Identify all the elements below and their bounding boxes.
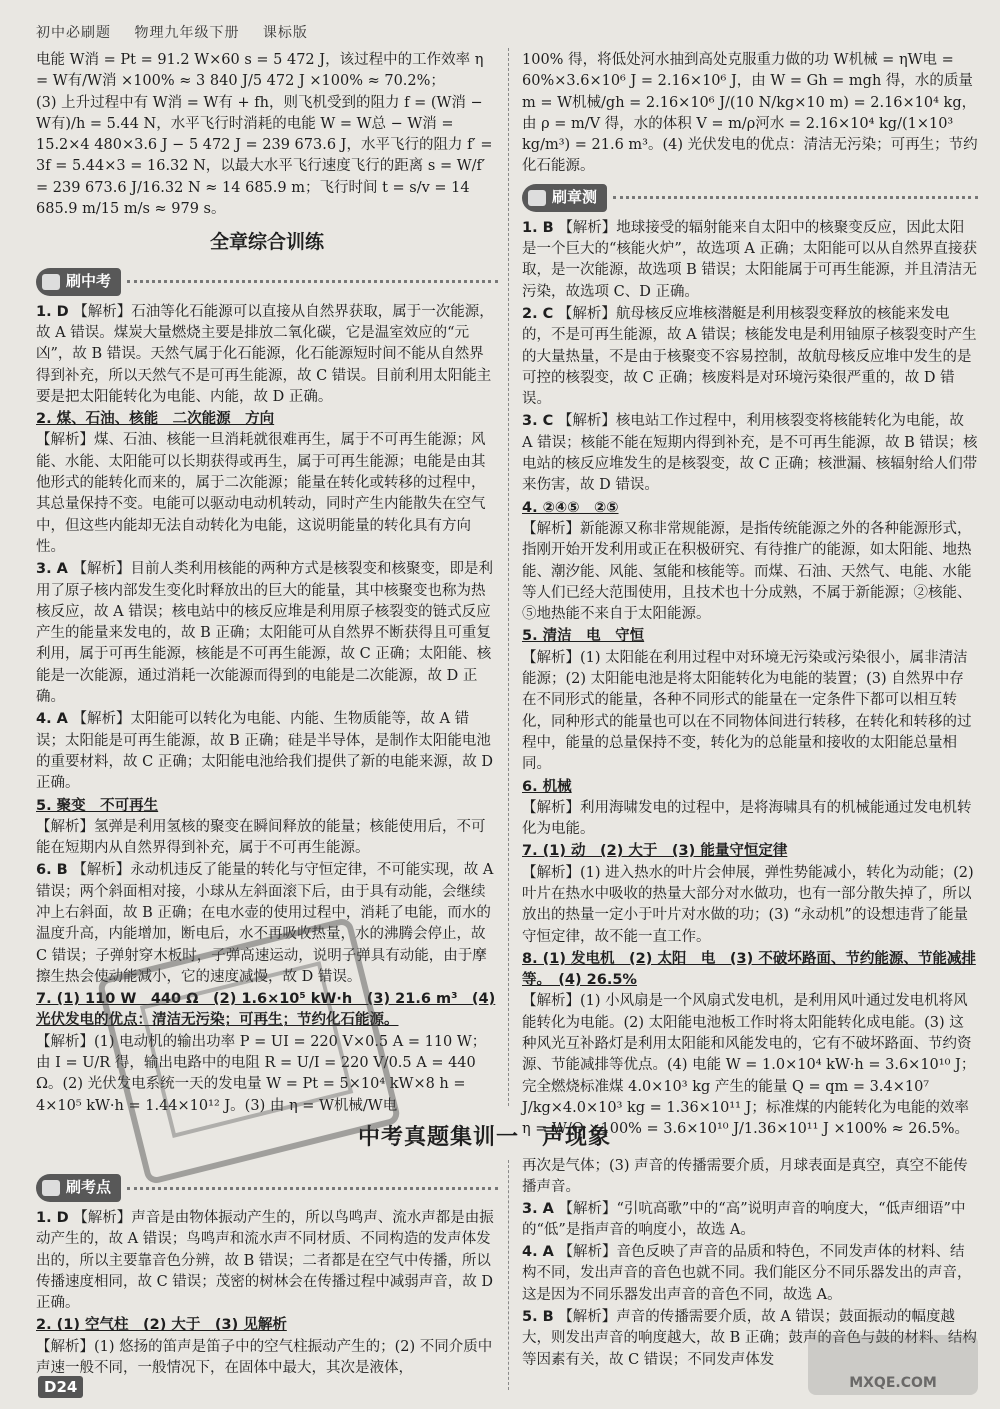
explanation: 【解析】(1) 太阳能在利用过程中对环境无污染或污染很小，属非清洁能源；(2) 太阳能电池是将太阳能转化为电能的装置；(3) 自然界中存在不同形式的能量，各种不同形式的能量在一定条件下都可以相互转化，同种形式的能量也可以在不同物体间进行转移，在转化和转移的过程中，能量的总量保持不变，转化为的总能量和接收的太阳能总量相同。: [522, 649, 972, 773]
list-item: [522, 498, 978, 626]
answer-key: 3. A: [522, 1200, 554, 1217]
lower-left-column: [36, 1168, 498, 1380]
explanation: 【解析】太阳能可以转化为电能、内能、生物质能等，故 A 错误；太阳能是可再生能源，故 B 正确；硅是半导体，是制作太阳能电池的重要材料，故 C 正确；太阳能电池给我们提供了新的电能来源，故 D 正确。: [36, 711, 494, 792]
badge-row-zhangce: [522, 178, 978, 218]
explanation: 【解析】“引吭高歌”中的“高”说明声音的响度大，“低声细语”中的“低”是指声音的响度小，故选 A。: [522, 1200, 966, 1238]
left-column: [36, 50, 498, 1118]
answer-key: 1. D: [36, 303, 69, 320]
header-subject: 物理九年级下册: [134, 25, 240, 41]
dotted-rule: [613, 196, 978, 199]
explanation: 【解析】石油等化石能源可以直接从自然界获取，属于一次能源，故 A 错误。煤炭大量燃烧主要是排放二氧化碳，它是温室效应的“元凶”，故 B 错误。天然气属于化石能源，化石能源短时间不能从自然界得到补充，所以天然气不是可再生能源，故 C 错误。目前利用太阳能主要是把太阳能转化为电能、内能，故 D 正确。: [36, 303, 494, 405]
badge-row-zhongkao: [36, 262, 498, 302]
answer-key: 6. 机械: [522, 778, 572, 795]
dotted-rule: [127, 1187, 498, 1190]
explanation: 【解析】声音是由物体振动产生的，所以鸟鸣声、流水声都是由振动产生的，故 A 错误；鸟鸣声和流水声不同材质、不同构造的发声体发出的，所以主要靠音色分辨，故 B 错误；二者都是在空气中传播，所以传播速度相同，故 C 错误；茂密的树林会在传播过程中减弱声音，故 D 正确。: [36, 1210, 494, 1312]
answer-key: 8. (1) 发电机 (2) 太阳 电 (3) 不破坏路面、节约能源、节能减排等。 (4) 26.5%: [522, 950, 976, 989]
answer-key: 1. D: [36, 1210, 69, 1226]
column-divider-lower: [508, 1160, 509, 1390]
list-item: [522, 1242, 978, 1306]
book-icon: [42, 1180, 60, 1196]
page-number: D24: [38, 1376, 83, 1398]
book-icon: [42, 274, 60, 290]
explanation: 【解析】核电站工作过程中，利用核裂变将核能转化为电能，故 A 错误；核能不能在短期内得到补充，是不可再生能源，故 B 错误；核电站的核反应堆发生的是核裂变，故 C 正确；核泄漏、核辐射给人们带来伤害，故 D 错误。: [522, 413, 978, 494]
list-item: [522, 304, 978, 410]
list-item: [522, 1199, 978, 1242]
answer-key: 7. (1) 动 (2) 大于 (3) 能量守恒定律: [522, 843, 788, 860]
answer-key: 6. B: [36, 862, 68, 879]
list-item: [522, 626, 978, 775]
chapter-title: 全章综合训练: [209, 231, 324, 254]
explanation: 【解析】氢弹是利用氢核的聚变在瞬间释放的能量；核能使用后，不可能在短期内从自然界得到补充，属于不可再生能源。: [36, 818, 486, 857]
list-item: [36, 860, 498, 988]
dotted-rule: [127, 280, 498, 283]
explanation: 【解析】永动机违反了能量的转化与守恒定律，不可能实现，故 A 错误；两个斜面相对接，小球从左斜面滚下后，由于具有动能，会继续冲上右斜面，故 B 正确；在电水壶的使用过程中，消耗了电能，而水的温度升高，内能增加，断电后，水不再吸收热量，水的沸腾会停止，故 C 错误；子弹射穿木板时，子弹高速运动，说明子弹具有动能，由于摩擦生热会使动能减小，它的速度减慢，故 D 错误。: [36, 862, 494, 985]
header-edition: 课标版: [262, 25, 308, 41]
badge-row-kaodian: [36, 1168, 498, 1208]
badge-label: 刷中考: [66, 272, 112, 291]
page-header: [36, 22, 326, 42]
list-item: [522, 949, 978, 1141]
list-item: [522, 411, 978, 496]
list-item: [522, 218, 978, 303]
answer-key: 2. C: [522, 305, 554, 322]
answer-key: 2. (1) 空气柱 (2) 大于 (3) 见解析: [36, 1317, 287, 1334]
badge-label: 刷章测: [552, 188, 598, 207]
answer-key: 1. B: [522, 219, 554, 236]
site-watermark: MXQE.COM: [808, 1335, 978, 1395]
explanation: 【解析】新能源又称非常规能源，是指传统能源之外的各种能源形式，指刚开始开发利用或正在积极研究、有待推广的能源，如太阳能、地热能、潮汐能、风能、氢能和核能等。而煤、石油、天然气、电能、水能等人们已经大范围使用，且技术也十分成熟，不属于新能源；②核能、⑤地热能不来自于太阳能源。: [522, 520, 972, 623]
explanation: 【解析】声音的传播需要介质，故 A 错误；鼓面振动的幅度越大，则发出声音的响度越大，故 B 正确；鼓声的音色与鼓的材料、结构等因素有关，故 C 错误；不同发声体发: [522, 1309, 977, 1368]
explanation: 【解析】地球接受的辐射能来自太阳中的核聚变反应，因此太阳是一个巨大的“核能火炉”，故选项 A 正确；太阳能可以从自然界直接获取，是一次能源，故选项 B 错误；太阳能属于可再生能源，并且清洁无污染，故选项 C、D 正确。: [522, 219, 978, 300]
list-item: [36, 302, 498, 408]
explanation: 【解析】煤、石油、核能一旦消耗就很难再生，属于不可再生能源；风能、水能、太阳能可以长期获得或再生，属于可再生能源；电能是由其他形式的能转化而来的，属于二次能源；能量在转化或转移的过程中，其总量保持不变。电能可以驱动电动机转动，同时产生内能散失在空气中，但这些内能却无法自动转化为电能，这说明能量的转化具有方向性。: [36, 432, 486, 555]
right-column: [522, 50, 978, 1142]
badge-zhangce: [522, 184, 607, 212]
answer-key: 4. A: [36, 711, 68, 728]
continued-solution-2: (3) 上升过程中有 W消 = W有 + fh，则飞机受到的阻力 f = (W消 − W有)/h = 5.44 N，水平飞行时消耗的电能 W = W总 − W消 = 15.2×4 480×3.6 J − 5 472 J = 239 673.6 J，水平飞行的阻力 f′ = 3f = 5.44×3 = 16.32 N，以最大水平飞行速度飞行的距离 s = W/f′ = 239 673.6 J/16.32 N ≈ 14 685.9 m；飞行时间 t = s/v = 14 685.9 m/15 m/s ≈ 979 s。: [36, 94, 493, 218]
badge-kaodian: [36, 1174, 121, 1202]
answer-key: 5. 聚变 不可再生: [36, 797, 159, 814]
badge-label: 刷考点: [66, 1178, 112, 1197]
book-icon: [528, 190, 546, 206]
list-item: [36, 559, 498, 708]
list-item: [36, 1208, 498, 1314]
explanation: 【解析】(1) 电动机的输出功率 P = UI = 220 V×0.5 A = 110 W；由 I = U/R 得，输出电路中的电阻 R = U/I = 220 V/0.5 A = 440 Ω。(2) 光伏发电系统一天的发电量 W = Pt = 5×10⁴ kW×8 h = 4×10⁵ kW·h = 1.44×10¹² J。(3) 由 η = W机械/W电: [36, 1033, 487, 1114]
answer-key: 4. ②④⑤ ②⑤: [522, 499, 619, 516]
exam-section-title: 中考真题集训一 声现象: [358, 1125, 612, 1150]
list-item: [36, 709, 498, 794]
list-item: [36, 989, 498, 1117]
list-item: [36, 1315, 498, 1379]
badge-zhongkao: [36, 268, 121, 296]
answer-key: 3. C: [522, 413, 554, 430]
list-item: [36, 409, 498, 558]
explanation: 【解析】航母核反应堆核潜艇是利用核裂变释放的核能来发电的，不是可再生能源，故 A 错误；核能发电是利用铀原子核裂变时产生的大量热量，不是由于核聚变不容易控制，故航母核反应堆中发生的是可控的核裂变，故 C 正确；核废料是对环境污染很严重的，故 D 错误。: [522, 305, 977, 408]
answer-key: 2. 煤、石油、核能 二次能源 方向: [36, 411, 275, 428]
explanation: 【解析】(1) 悠扬的笛声是笛子中的空气柱振动产生的；(2) 不同介质中声速一般不同，一般情况下，在固体中最大，其次是液体，: [36, 1338, 493, 1377]
explanation: 【解析】音色反映了声音的品质和特色，不同发声体的材料、结构不同，发出声音的音色也就不同。我们能区分不同乐器发出的声音，这是因为不同乐器发出声音的音色不同，故选 A。: [522, 1244, 972, 1303]
answer-key: 4. A: [522, 1244, 554, 1261]
list-item: [522, 841, 978, 947]
continued-solution-4: 再次是气体；(3) 声音的传播需要介质，月球表面是真空，真空不能传播声音。: [522, 1158, 968, 1196]
answer-key: 5. 清洁 电 守恒: [522, 628, 645, 645]
continued-solution-3: 100% 得，将低处河水抽到高处克服重力做的功 W机械 = ηW电 = 60%×3.6×10⁶ J = 2.16×10⁶ J，由 W = Gh = mgh 得，水的质量 m = W机械/gh = 2.16×10⁶ J/(10 N/kg×10 m) = 2.16×10⁴ kg，由 ρ = m/V 得，水的体积 V = m/ρ河水 = 2.16×10⁴ kg/(1×10³ kg/m³) = 21.6 m³。(4) 光伏发电的优点：清洁无污染；可再生；节约化石能源。: [522, 52, 978, 175]
column-divider: [508, 48, 509, 1106]
explanation: 【解析】(1) 小风扇是一个风扇式发电机，是利用风叶通过发电机将风能转化为电能。(2) 太阳能电池板工作时将太阳能转化成电能。(3) 这种风光互补路灯是利用太阳能和风能发电的，它有不破坏路面、节约资源、节能减排等优点。(4) 电能 W = 1.0×10⁴ kW·h = 3.6×10¹⁰ J；完全燃烧标准煤 4.0×10³ kg 产生的能量 Q = qm = 3.4×10⁷ J/kg×4.0×10³ kg = 1.36×10¹¹ J；标准煤的内能转化为电能的效率 η = W/Q ×100% = 3.6×10¹⁰ J/1.36×10¹¹ J ×100% ≈ 26.5%。: [522, 993, 976, 1138]
explanation: 【解析】(1) 进入热水的叶片会伸展，弹性势能减小，转化为动能；(2) 叶片在热水中吸收的热量大部分对水做功，也有一部分散失掉了，所以放出的热量一定小于叶片对水做的功；(3) “永动机”的设想违背了能量守恒定律，故不能一直工作。: [522, 864, 974, 945]
list-item: [36, 796, 498, 860]
answer-key: 7. (1) 110 W 440 Ω (2) 1.6×10⁵ kW·h (3) 21.6 m³ (4) 光伏发电的优点：清洁无污染；可再生；节约化石能源。: [36, 991, 496, 1029]
list-item: [522, 777, 978, 841]
continued-solution-1: 电能 W消 = Pt = 91.2 W×60 s = 5 472 J，该过程中的工作效率 η = W有/W消 ×100% ≈ 3 840 J/5 472 J ×100% ≈ 70.2%；: [36, 52, 484, 90]
answer-key: 3. A: [36, 561, 68, 578]
explanation: 【解析】目前人类利用核能的两种方式是核裂变和核聚变，即是利用了原子核内部发生变化时释放出的巨大的能量，其中核聚变也称为热核反应，故 A 错误；核电站中的核反应堆是利用原子核裂变的链式反应产生的能量来发电的，故 B 正确；太阳能可从自然界不断获得且可重复利用，属于可再生能源，核能是不可再生能源，故 C 正确；太阳能、核能是一次能源，通过消耗一次能源而得到的电能是二次能源，故 D 正确。: [36, 561, 493, 706]
answer-key: 5. B: [522, 1309, 554, 1326]
header-book: 初中必刷题: [36, 25, 111, 41]
explanation: 【解析】利用海啸发电的过程中，是将海啸具有的机械能通过发电机转化为电能。: [522, 799, 972, 838]
